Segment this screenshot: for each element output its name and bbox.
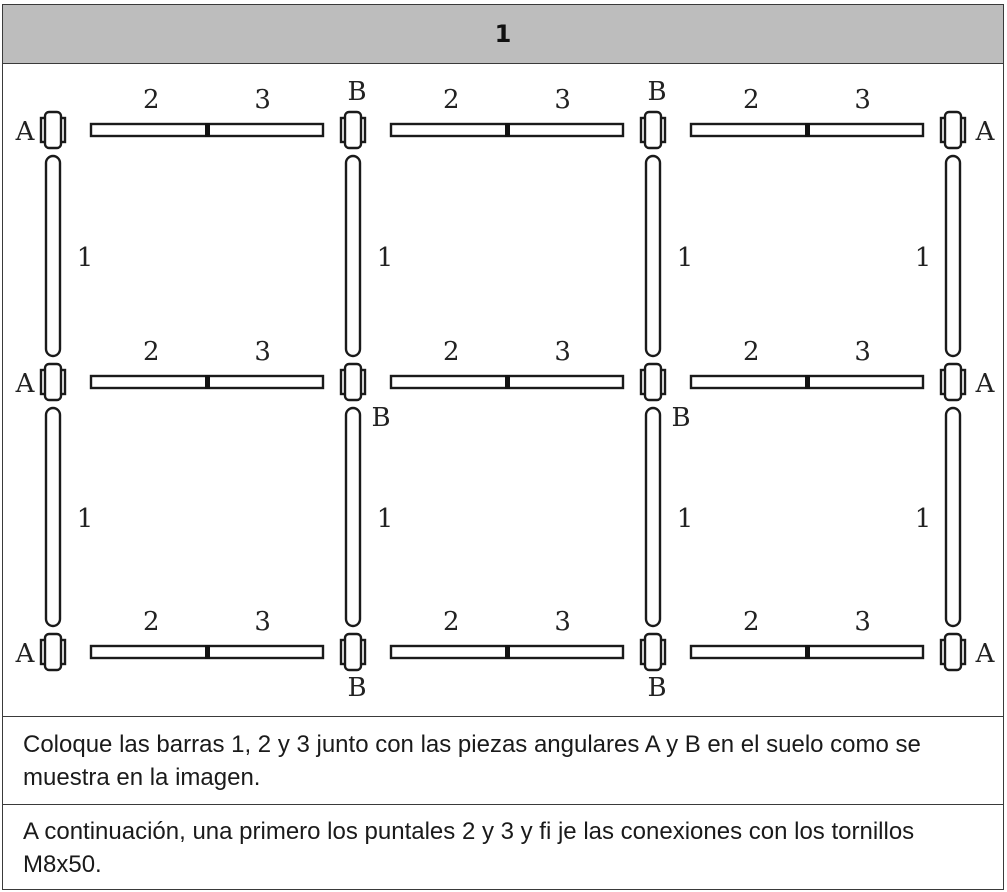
connector-stub-r2-c0 [45,634,61,670]
bar-1-c2-r1 [646,408,660,626]
connector-stub-r2-c3 [945,634,961,670]
label-bar-1: 1 [76,504,94,534]
step-header [3,5,1003,64]
label-bar-3: 3 [554,337,571,367]
bar-joint-r2-c1 [505,645,510,659]
bar-1-c3-r1 [946,408,960,626]
instruction-step-2 [3,804,1003,890]
bar-joint-r0-c2 [805,123,810,137]
label-corner-A: A [15,369,35,399]
label-bar-3: 3 [254,337,271,367]
label-bar-2: 2 [143,337,160,367]
bar-1-c0-r0 [46,156,60,356]
label-corner-A: A [975,369,995,399]
label-bar-2: 2 [143,607,160,637]
label-corner-B: B [371,403,391,433]
step-number: 1 [494,20,512,48]
label-bar-3: 3 [254,607,271,637]
bar-1-c0-r1 [46,408,60,626]
bar-joint-r1-c0 [205,375,210,389]
connector-stub-r1-c3 [945,364,961,400]
label-bar-3: 3 [854,337,871,367]
label-bar-1: 1 [914,504,932,534]
bar-1-c2-r0 [646,156,660,356]
instruction-text-1: Coloque las barras 1, 2 y 3 junto con las piezas angulares A y B en el suelo como se muestra en la imagen. [23,730,921,791]
bar-joint-r0-c1 [505,123,510,137]
connector-stub-r0-c3 [945,112,961,148]
label-bar-1: 1 [676,504,694,534]
bar-joint-r1-c1 [505,375,510,389]
label-corner-B: B [671,403,691,433]
label-bar-2: 2 [443,85,460,115]
bar-1-c3-r0 [946,156,960,356]
assembly-diagram [3,64,1003,716]
bar-joint-r0-c0 [205,123,210,137]
assembly-diagram-svg [3,64,1003,716]
label-corner-A: A [15,639,35,669]
label-bar-1: 1 [76,243,94,273]
instruction-step-1 [3,716,1003,804]
label-bar-3: 3 [554,85,571,115]
bar-joint-r2-c2 [805,645,810,659]
connector-stub-r1-c0 [45,364,61,400]
label-bar-2: 2 [743,337,760,367]
label-bar-2: 2 [443,337,460,367]
label-bar-1: 1 [914,243,932,273]
label-bar-2: 2 [143,85,160,115]
instruction-card [2,4,1004,890]
connector-stub-r0-c1 [345,112,361,148]
connector-stub-r2-c1 [345,634,361,670]
label-bar-1: 1 [376,243,394,273]
connector-stub-r2-c2 [645,634,661,670]
label-bar-1: 1 [676,243,694,273]
label-corner-B: B [347,77,367,107]
bar-1-c1-r1 [346,408,360,626]
label-corner-A: A [15,117,35,147]
label-bar-2: 2 [743,85,760,115]
label-corner-B: B [347,673,367,703]
label-bar-2: 2 [743,607,760,637]
label-corner-A: A [975,639,995,669]
label-bar-3: 3 [854,85,871,115]
label-bar-3: 3 [254,85,271,115]
bar-joint-r1-c2 [805,375,810,389]
bar-1-c1-r0 [346,156,360,356]
label-bar-3: 3 [854,607,871,637]
label-corner-B: B [647,673,667,703]
connector-stub-r1-c1 [345,364,361,400]
label-corner-A: A [975,117,995,147]
connector-stub-r0-c2 [645,112,661,148]
label-corner-B: B [647,77,667,107]
connector-stub-r1-c2 [645,364,661,400]
connector-stub-r0-c0 [45,112,61,148]
bar-joint-r2-c0 [205,645,210,659]
label-bar-3: 3 [554,607,571,637]
label-bar-1: 1 [376,504,394,534]
label-bar-2: 2 [443,607,460,637]
instruction-text-2: A continuación, una primero los puntales 2 y 3 y fi je las conexiones con los tornillos M8x50. [23,817,915,878]
